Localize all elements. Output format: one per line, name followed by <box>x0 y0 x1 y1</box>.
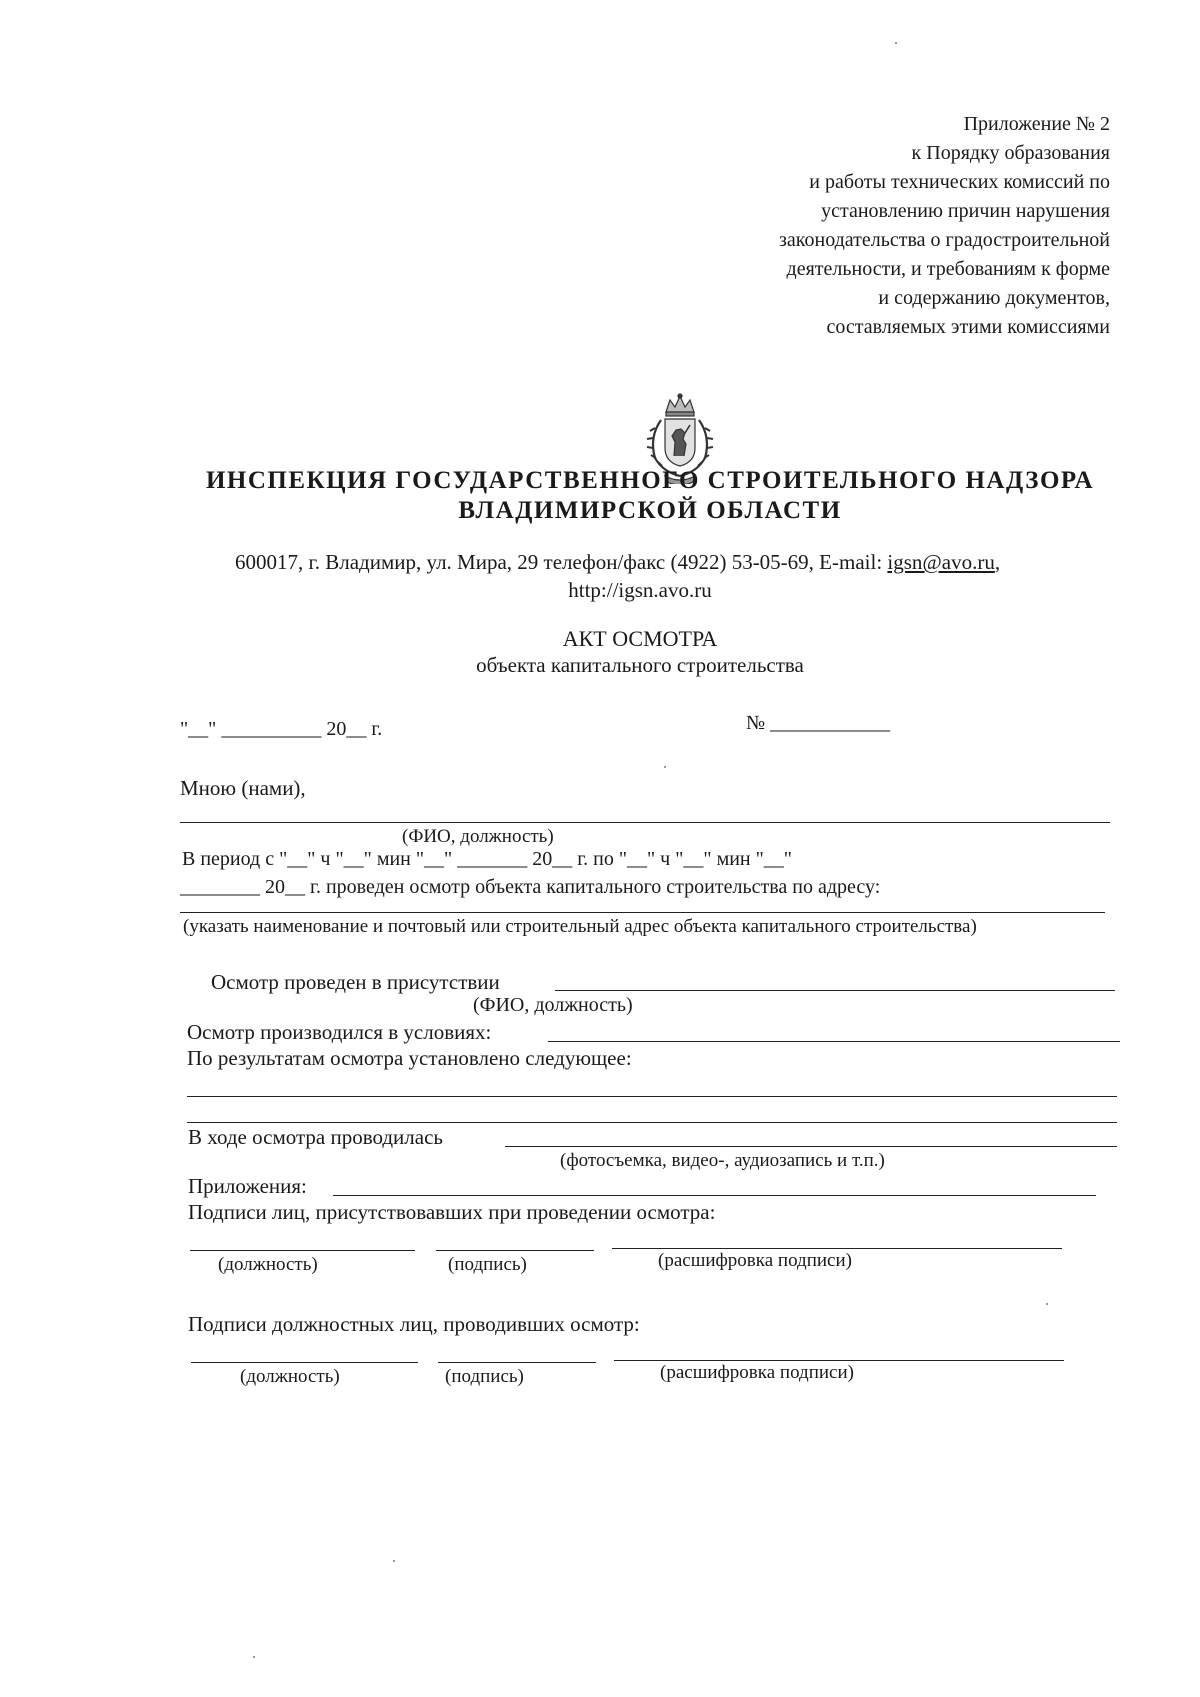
presence-hint: (ФИО, должность) <box>473 994 633 1016</box>
scan-speck <box>393 1560 395 1562</box>
during-label: В ходе осмотра проводилась <box>188 1125 443 1149</box>
scan-speck <box>1046 1303 1048 1305</box>
scan-speck <box>253 1656 255 1658</box>
date-field[interactable]: "__" __________ 20__ г. <box>180 718 383 740</box>
attachments-label: Приложения: <box>188 1174 307 1198</box>
position-hint: (должность) <box>218 1254 318 1275</box>
contacts-address <box>235 550 1000 575</box>
attachments-input-line[interactable] <box>333 1195 1096 1196</box>
position-input-line[interactable] <box>190 1250 415 1251</box>
website-link[interactable]: http://igsn.avo.ru <box>568 578 712 602</box>
address-input-line[interactable] <box>180 912 1105 913</box>
during-hint: (фотосъемка, видео-, аудиозапись и т.п.) <box>560 1150 885 1171</box>
conditions-label: Осмотр производился в условиях: <box>187 1020 492 1044</box>
act-subtitle: объекта капитального строительства <box>476 653 804 677</box>
appendix-line: к Порядку образования <box>911 142 1110 164</box>
official-decode-hint: (расшифровка подписи) <box>660 1362 854 1383</box>
act-title: АКТ ОСМОТРА <box>562 626 718 651</box>
official-position-hint: (должность) <box>240 1366 340 1387</box>
appendix-line: составляемых этими комиссиями <box>826 316 1110 338</box>
signatures-officials-label: Подписи должностных лиц, проводивших осмотр: <box>188 1312 640 1336</box>
official-signature-input-line[interactable] <box>438 1362 596 1363</box>
appendix-line: деятельности, и требованиям к форме <box>786 258 1110 280</box>
period-line[interactable]: В период с "__" ч "__" мин "__" _______ 20__ г. по "__" ч "__" мин "__" <box>182 848 792 870</box>
org-name-line2: ВЛАДИМИРСКОЙ ОБЛАСТИ <box>458 497 842 524</box>
appendix-line: законодательства о градостроительной <box>779 229 1110 251</box>
results-input-line-2[interactable] <box>187 1122 1117 1123</box>
address-hint: (указать наименование и почтовый или строительный адрес объекта капитального строительства) <box>183 916 977 937</box>
signature-hint: (подпись) <box>448 1254 527 1275</box>
by-me-label: Мною (нами), <box>180 776 306 800</box>
presence-input-line[interactable] <box>555 990 1115 991</box>
email-link[interactable]: igsn@avo.ru <box>887 550 995 574</box>
scan-speck <box>895 42 897 44</box>
fio-input-line[interactable] <box>180 822 1110 823</box>
signature-input-line[interactable] <box>436 1250 594 1251</box>
address-text: 600017, г. Владимир, ул. Мира, 29 телефон/факс (4922) 53-05-69, E-mail: <box>235 550 888 574</box>
decode-input-line[interactable] <box>612 1248 1062 1249</box>
appendix-line: установлению причин нарушения <box>821 200 1110 222</box>
appendix-block <box>779 110 1110 342</box>
presence-label: Осмотр проведен в присутствии <box>211 970 500 994</box>
during-input-line[interactable] <box>505 1146 1117 1147</box>
appendix-line: и работы технических комиссий по <box>809 171 1110 193</box>
results-input-line-1[interactable] <box>187 1096 1117 1097</box>
email-comma: , <box>994 550 1001 574</box>
official-decode-input-line[interactable] <box>614 1360 1064 1361</box>
official-position-input-line[interactable] <box>191 1362 418 1363</box>
scan-speck <box>664 766 666 768</box>
period-line-2[interactable]: ________ 20__ г. проведен осмотр объекта капитального строительства по адресу: <box>180 876 881 898</box>
appendix-line: и содержанию документов, <box>878 287 1110 309</box>
fio-hint: (ФИО, должность) <box>402 826 554 847</box>
org-name-line1: ИНСПЕКЦИЯ ГОСУДАРСТВЕННОГО СТРОИТЕЛЬНОГО НАДЗОРА <box>205 467 1095 494</box>
results-label: По результатам осмотра установлено следующее: <box>187 1046 632 1070</box>
appendix-line: Приложение № 2 <box>963 113 1110 135</box>
signatures-present-label: Подписи лиц, присутствовавших при проведении осмотра: <box>188 1200 716 1224</box>
official-signature-hint: (подпись) <box>445 1366 524 1387</box>
decode-hint: (расшифровка подписи) <box>658 1250 852 1271</box>
conditions-input-line[interactable] <box>548 1041 1120 1042</box>
act-number-field[interactable]: № ____________ <box>746 712 891 734</box>
